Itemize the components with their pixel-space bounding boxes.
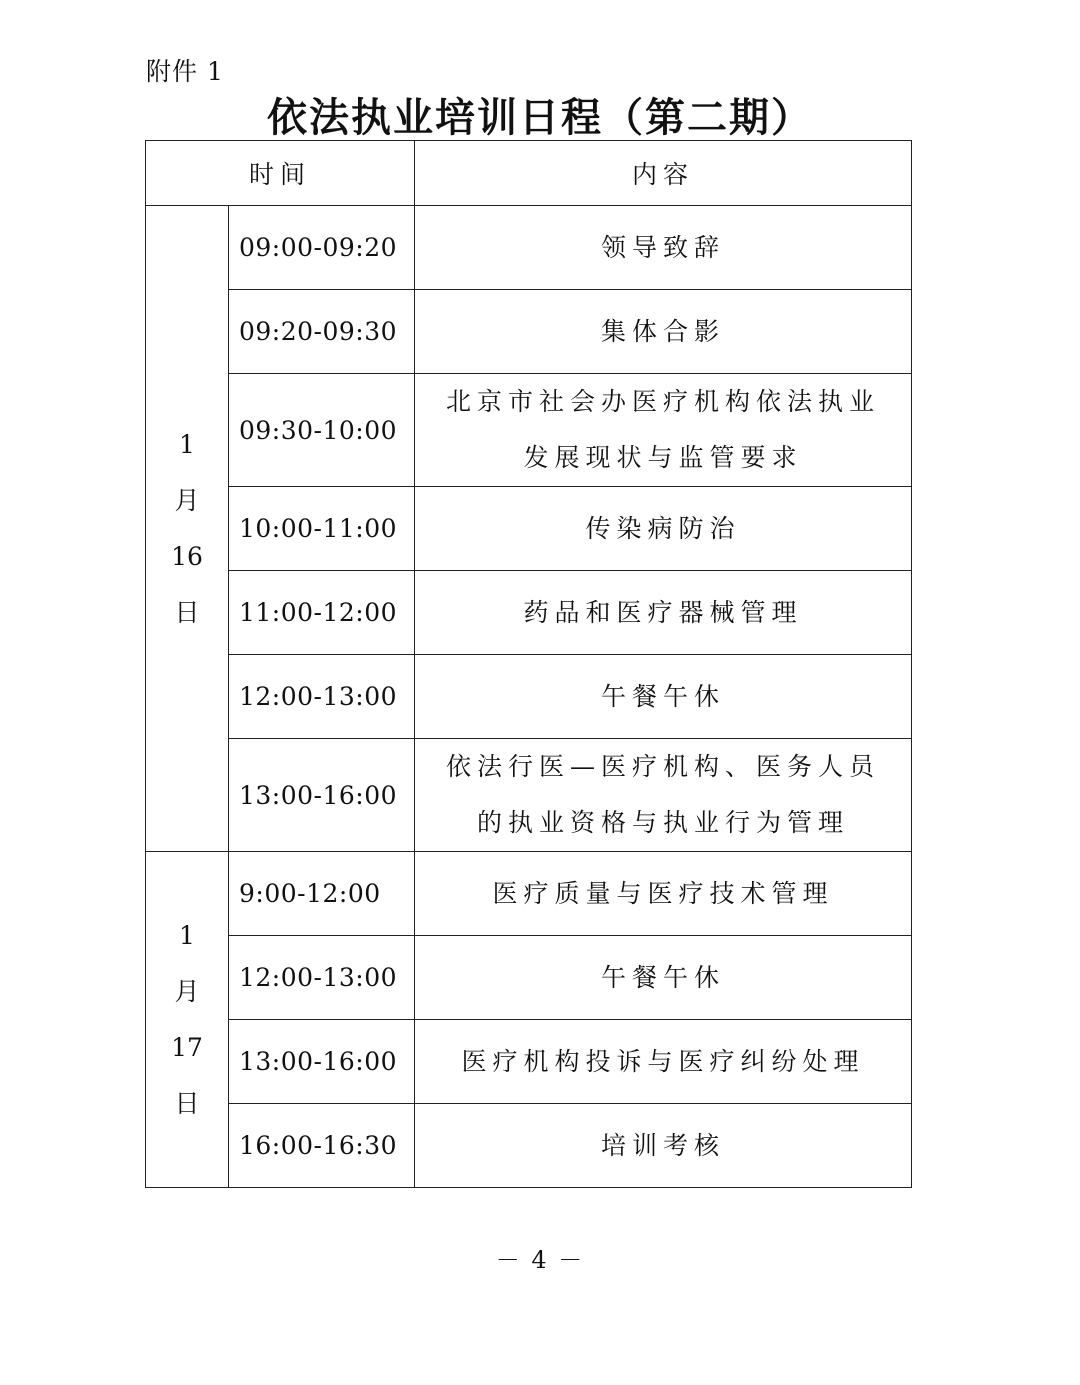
day-label: 1 月 17 日 xyxy=(171,920,203,1118)
time-cell: 12:00-13:00 xyxy=(229,655,415,739)
day-cell xyxy=(146,206,229,852)
schedule-table xyxy=(145,140,912,1188)
column-header-content: 内容 xyxy=(415,141,912,206)
time-cell: 13:00-16:00 xyxy=(229,739,415,852)
table-row xyxy=(146,487,912,571)
time-cell: 09:30-10:00 xyxy=(229,374,415,487)
time-cell: 11:00-12:00 xyxy=(229,571,415,655)
time-cell: 09:00-09:20 xyxy=(229,206,415,290)
time-cell: 13:00-16:00 xyxy=(229,1020,415,1104)
table-row xyxy=(146,1020,912,1104)
content-cell: 医疗机构投诉与医疗纠纷处理 xyxy=(415,1020,912,1104)
content-cell: 依法行医—医疗机构、医务人员的执业资格与执业行为管理 xyxy=(415,739,912,852)
content-cell: 传染病防治 xyxy=(415,487,912,571)
time-cell: 16:00-16:30 xyxy=(229,1104,415,1188)
table-row xyxy=(146,739,912,852)
page-number: － 4 － xyxy=(495,1246,585,1274)
table-row xyxy=(146,655,912,739)
table-header-row xyxy=(146,141,912,206)
day-cell xyxy=(146,852,229,1188)
attachment-label: 附件 1 xyxy=(146,57,224,86)
content-cell: 北京市社会办医疗机构依法执业发展现状与监管要求 xyxy=(415,374,912,487)
content-cell: 午餐午休 xyxy=(415,655,912,739)
table-row xyxy=(146,936,912,1020)
table-row xyxy=(146,852,912,936)
content-cell: 领导致辞 xyxy=(415,206,912,290)
time-cell: 10:00-11:00 xyxy=(229,487,415,571)
time-cell: 9:00-12:00 xyxy=(229,852,415,936)
content-cell: 药品和医疗器械管理 xyxy=(415,571,912,655)
table-row xyxy=(146,1104,912,1188)
content-cell: 培训考核 xyxy=(415,1104,912,1188)
table-row xyxy=(146,206,912,290)
time-cell: 12:00-13:00 xyxy=(229,936,415,1020)
time-cell: 09:20-09:30 xyxy=(229,290,415,374)
table-row xyxy=(146,290,912,374)
table-row xyxy=(146,374,912,487)
content-cell: 午餐午休 xyxy=(415,936,912,1020)
content-cell: 集体合影 xyxy=(415,290,912,374)
table-row xyxy=(146,571,912,655)
page-title: 依法执业培训日程（第二期） xyxy=(267,94,813,141)
day-label: 1 月 16 日 xyxy=(171,429,203,627)
column-header-time: 时间 xyxy=(146,141,415,206)
content-cell: 医疗质量与医疗技术管理 xyxy=(415,852,912,936)
